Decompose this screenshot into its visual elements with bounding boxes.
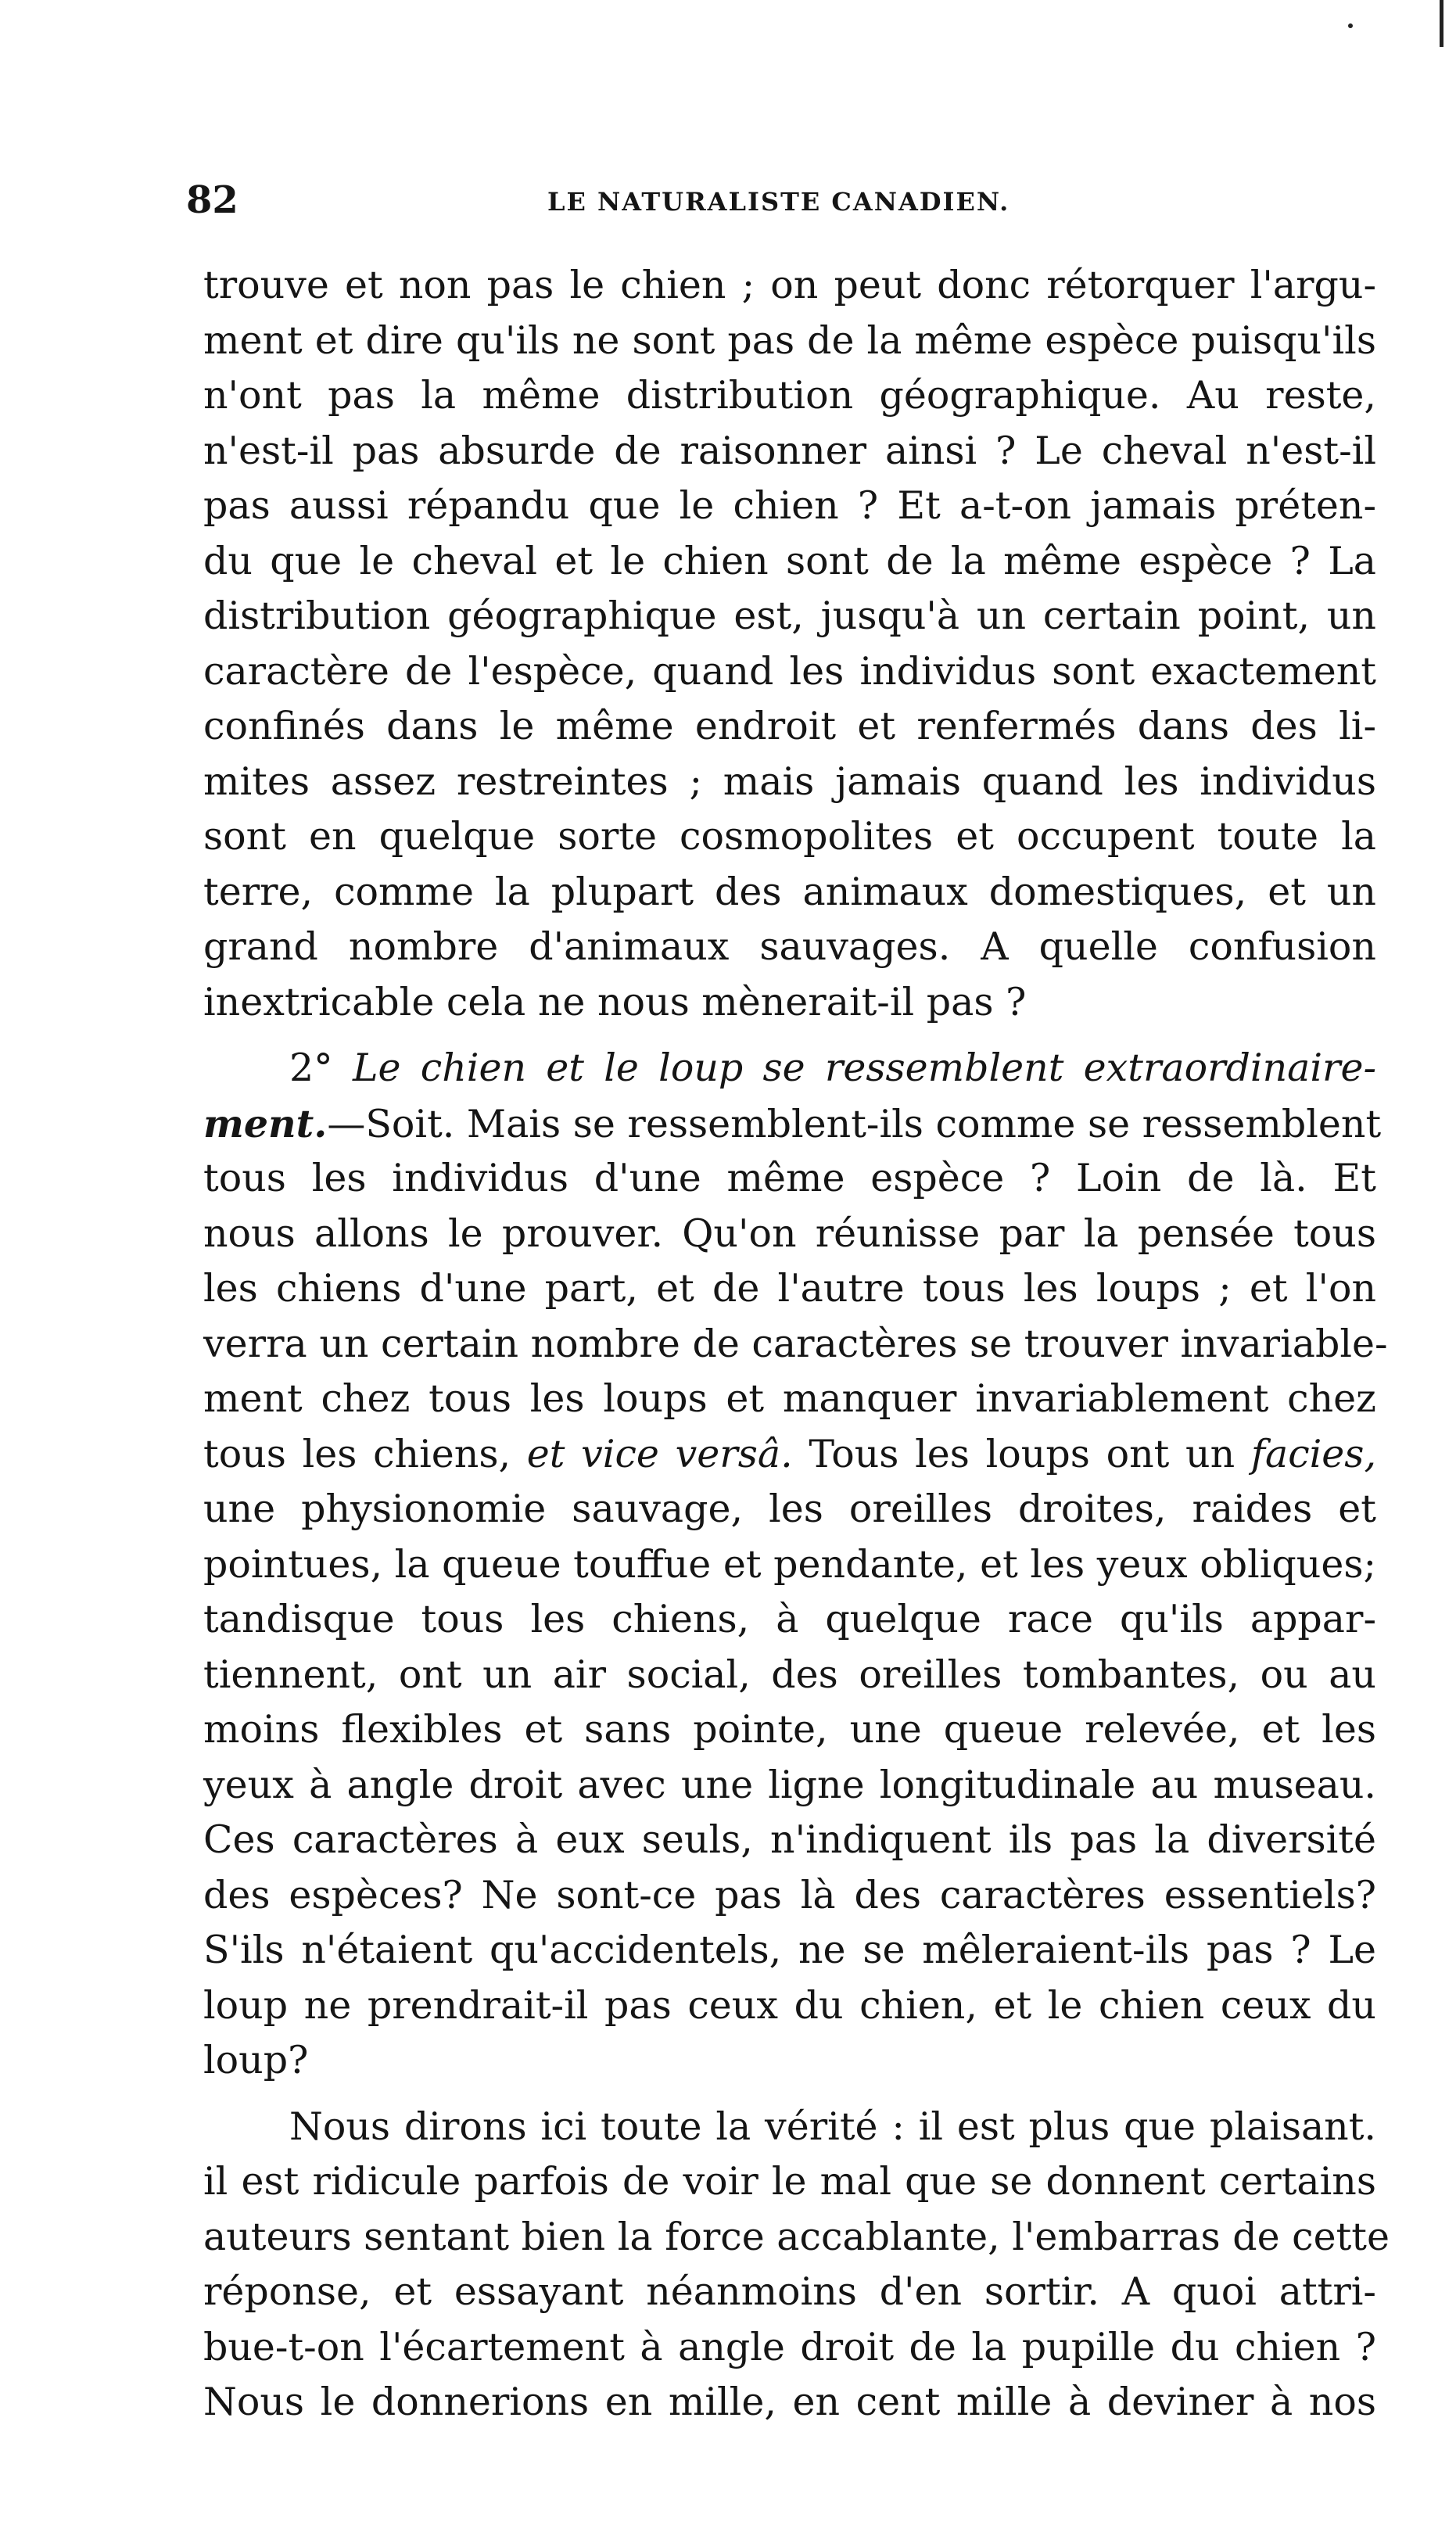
text-line: mites assez restreintes ; mais jamais quand les individus [203, 759, 1376, 804]
paragraph-gap [203, 2089, 1376, 2100]
text-line: une physionomie sauvage, les oreilles droites, raides et [203, 1487, 1376, 1531]
text-line [203, 1096, 1382, 1152]
text-line: il est ridicule parfois de voir le mal que se donnent certains [203, 2159, 1376, 2204]
text-line [203, 1427, 1376, 1483]
text-line: Nous dirons ici toute la vérité : il est plus que plaisant. [289, 2104, 1376, 2149]
italic-phrase: et vice versâ. [526, 1431, 793, 1476]
text-line: pas aussi répandu que le chien ? Et a-t-on jamais préten- [203, 483, 1376, 528]
text-line: réponse, et essayant néanmoins d'en sortir. A quoi attri- [203, 2269, 1376, 2314]
text-line: tiennent, ont un air social, des oreilles tombantes, ou au [203, 1652, 1376, 1697]
text-line: grand nombre d'animaux sauvages. A quelle confusion [203, 924, 1376, 969]
text-line: verra un certain nombre de caractères se trouver invariable- [203, 1321, 1388, 1366]
text-line: auteurs sentant bien la force accablante, l'embarras de cette [203, 2214, 1390, 2259]
text-line: Nous le donnerions en mille, en cent mille à deviner à nos [203, 2380, 1376, 2424]
text-line: inextricable cela ne nous mènerait-il pas ? [203, 979, 1027, 1024]
text-line: trouve et non pas le chien ; on peut donc rétorquer l'argu- [203, 263, 1376, 307]
text-line: loup ne prendrait-il pas ceux du chien, et le chien ceux du [203, 1982, 1376, 2028]
paragraph-gap [203, 1030, 1376, 1041]
text-line: les chiens d'une part, et de l'autre tous les loups ; et l'on [203, 1266, 1376, 1311]
italic-word: facies, [1250, 1431, 1377, 1476]
text-segment: —Soit. Mais se ressemblent-ils comme se ressemblent [327, 1101, 1382, 1146]
paragraph-1 [203, 258, 1376, 1030]
text-line: yeux à angle droit avec une ligne longitudinale au museau. [203, 1762, 1376, 1807]
text-line: Ces caractères à eux seuls, n'indiquent ils pas la diversité [203, 1817, 1376, 1862]
section-number: 2° [289, 1046, 333, 1090]
text-line: n'est-il pas absurde de raisonner ainsi ? Le cheval n'est-il [203, 428, 1376, 473]
text-line: pointues, la queue touffue et pendante, et les yeux obliques; [203, 1541, 1376, 1587]
text-line: distribution géographique est, jusqu'à un certain point, un [203, 594, 1376, 638]
text-line: bue-t-on l'écartement à angle droit de la pupille du chien ? [203, 2324, 1376, 2369]
text-segment: Tous les loups ont un [809, 1431, 1235, 1476]
text-line: nous allons le prouver. Qu'on réunisse par la pensée tous [203, 1211, 1376, 1256]
text-line: du que le cheval et le chien sont de la même espèce ? La [203, 538, 1376, 583]
body-text [203, 258, 1390, 2430]
text-line: loup? [203, 2038, 309, 2082]
text-segment: tous les chiens, [203, 1431, 511, 1476]
section-heading-end: ment. [203, 1100, 328, 1146]
text-line: tous les individus d'une même espèce ? Loin de là. Et [203, 1156, 1376, 1200]
text-line: tandisque tous les chiens, à quelque race qu'ils appar- [203, 1597, 1376, 1641]
text-line: n'ont pas la même distribution géographique. Au reste, [203, 373, 1376, 418]
scan-speck [1348, 23, 1353, 28]
text-line: confinés dans le même endroit et renfermés dans des li- [203, 704, 1376, 748]
text-line: terre, comme la plupart des animaux domestiques, et un [203, 869, 1376, 914]
scan-edge-mark [1440, 0, 1443, 47]
running-head: LE NATURALISTE CANADIEN. [547, 187, 1010, 217]
page-number: 82 [186, 178, 238, 222]
text-line [203, 1041, 1376, 1096]
text-line: S'ils n'étaient qu'accidentels, ne se mêleraient-ils pas ? Le [203, 1928, 1376, 1972]
text-line: moins flexibles et sans pointe, une queue relevée, et les [203, 1707, 1376, 1752]
text-line: sont en quelque sorte cosmopolites et occupent toute la [203, 814, 1376, 859]
text-line: ment et dire qu'ils ne sont pas de la même espèce puisqu'ils [203, 317, 1376, 363]
text-line: caractère de l'espèce, quand les individus sont exactement [203, 648, 1376, 694]
section-heading: Le chien et le loup se ressemblent extraordinaire- [352, 1046, 1377, 1090]
text-line: des espèces? Ne sont-ce pas là des caractères essentiels? [203, 1872, 1376, 1917]
paragraph-3 [203, 2100, 1390, 2430]
text-line: ment chez tous les loups et manquer invariablement chez [203, 1376, 1376, 1421]
paragraph-2 [203, 1041, 1388, 2089]
